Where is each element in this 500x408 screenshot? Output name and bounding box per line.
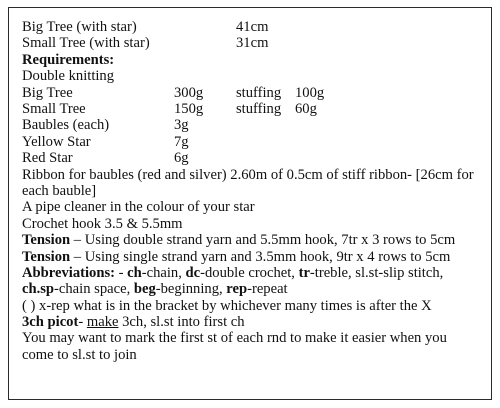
size-label: Big Tree (with star) [22,19,137,35]
size-value: 31cm [236,35,269,52]
note-line: You may want to mark the first st of each rnd to make it easier when you [22,330,447,347]
material-extra-label: stuffing [236,84,282,101]
material-item: Red Star [22,150,73,167]
material-extra-label: stuffing [236,100,282,117]
tension-line [22,232,492,248]
pattern-document [22,19,492,363]
picot-label: 3ch picot [22,314,79,331]
material-row [22,150,492,166]
material-extra-amount: 100g [295,84,325,101]
material-amount: 300g [174,84,204,101]
note-line: come to sl.st to join [22,346,137,363]
tension-line [22,249,492,265]
material-item: Yellow Star [22,133,91,150]
x-rep-line: ( ) x-rep what is in the bracket by whichever many times is after the X [22,297,432,314]
ribbon-line: Ribbon for baubles (red and silver) 2.60m of 0.5cm of stiff ribbon- [26cm for each bauble] [22,166,474,199]
double-knitting-line: Double knitting [22,68,115,85]
tension-text: – Using double strand yarn and 5.5mm hook, 7tr x 3 rows to 5cm [70,232,456,249]
size-row-small-tree [22,35,492,51]
abbreviations-label: Abbreviations: [22,264,115,281]
pipe-cleaner-line: A pipe cleaner in the colour of your star [22,199,255,216]
abbreviations-line-2: ch.sp-chain space, beg-beginning, rep-repeat [22,281,288,298]
abbreviations-line-1: Abbreviations: - ch-chain, dc-double crochet, tr-treble, sl.st-slip stitch, [22,264,444,281]
tension-text: – Using single strand yarn and 3.5mm hook, 9tr x 4 rows to 5cm [70,248,451,265]
crochet-hook-line: Crochet hook 3.5 & 5.5mm [22,215,183,232]
material-amount: 3g [174,117,189,134]
material-item: Baubles (each) [22,117,110,134]
picot-line: 3ch picot- make 3ch, sl.st into first ch [22,314,245,331]
material-item: Small Tree [22,100,86,117]
material-row [22,117,492,133]
size-label: Small Tree (with star) [22,35,150,52]
material-row [22,85,492,101]
material-row [22,101,492,117]
tension-label: Tension [22,232,71,249]
size-value: 41cm [236,19,269,35]
material-item: Big Tree [22,84,73,101]
material-row [22,134,492,150]
material-amount: 7g [174,133,189,150]
material-extra-amount: 60g [295,100,317,117]
material-amount: 6g [174,150,189,167]
requirements-heading: Requirements: [22,51,115,68]
tension-label: Tension [22,248,71,265]
size-row-big-tree [22,19,492,35]
material-amount: 150g [174,100,204,117]
